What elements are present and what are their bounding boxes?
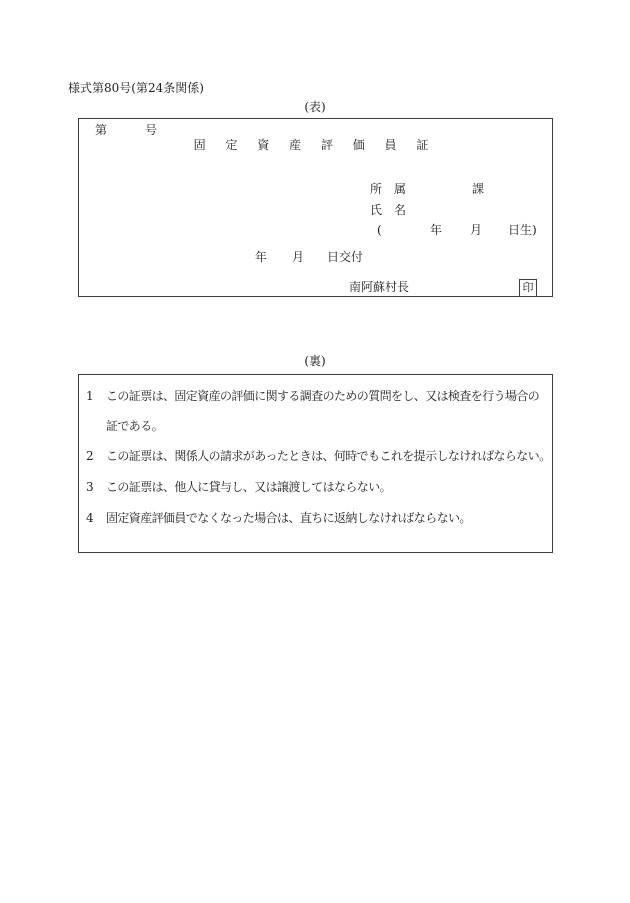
back-side-caption: (裏) [304,354,326,368]
back-item-text: この証票は、関係人の請求があったときは、何時でもこれを提示しなければならない。 [106,449,551,463]
affiliation-label: 所 属 [370,182,407,196]
form-number-label: 様式第80号(第24条関係) [68,81,204,95]
birthdate-day-label: 日生) [508,223,537,237]
certificate-title: 固 定 資 産 評 価 員 証 [193,138,437,152]
back-item-number: 2 [86,449,94,463]
issue-month-label: 月 [292,250,305,264]
back-item-text: 固定資産評価員でなくなった場合は、直ちに返納しなければならない。 [106,511,471,525]
back-item-number: 1 [86,389,94,403]
issue-day-label: 日交付 [327,250,364,264]
seal-mark: 印 [519,279,537,297]
front-side-caption: (表) [304,100,326,114]
birthdate-open-paren: ( [377,223,382,237]
serial-suffix-label: 号 [145,123,158,137]
name-label: 氏 名 [370,203,407,217]
back-item-text-continuation: 証である。 [106,419,164,433]
birthdate-year-label: 年 [430,223,443,237]
back-item-number: 3 [86,480,94,494]
birthdate-month-label: 月 [470,223,483,237]
back-item-text: この証票は、他人に貸与し、又は譲渡してはならない。 [106,480,392,494]
serial-prefix-label: 第 [95,123,108,137]
issue-year-label: 年 [255,250,268,264]
issuer-name: 南阿蘇村長 [349,280,410,294]
back-item-text: この証票は、固定資産の評価に関する調査のための質問をし、又は検査を行う場合の [106,389,540,403]
back-item-number: 4 [86,511,94,525]
affiliation-unit-label: 課 [472,182,485,196]
